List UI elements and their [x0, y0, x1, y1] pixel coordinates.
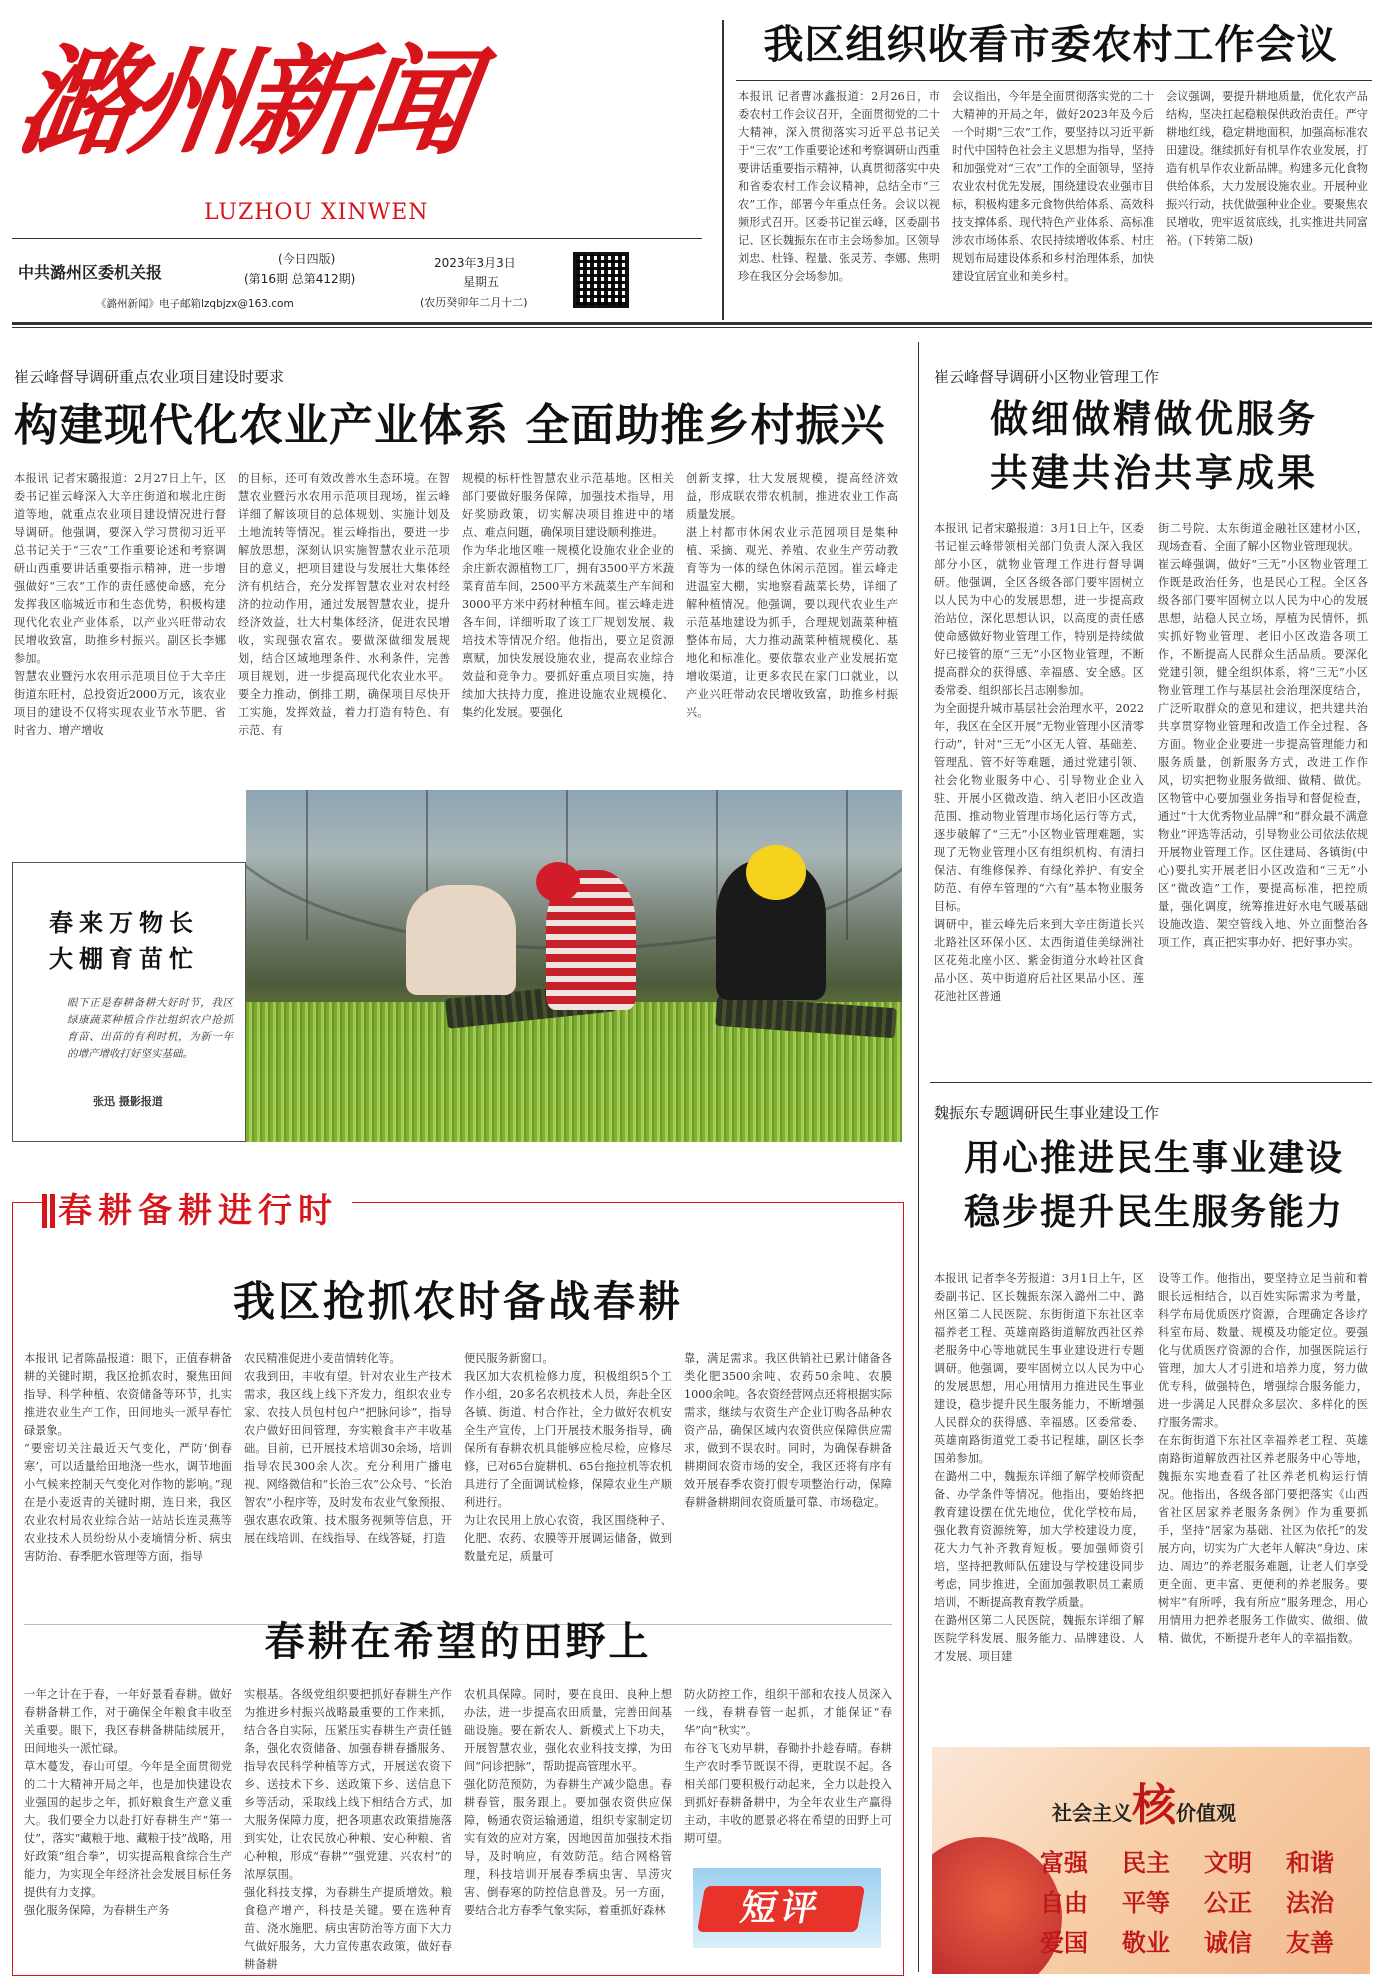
ad-value: 民主: [1122, 1849, 1170, 1877]
short-comment-badge: [693, 1868, 881, 1948]
masthead-pinyin: LUZHOU XINWEN: [204, 200, 429, 225]
right-column-divider: [918, 342, 919, 1972]
qr-code[interactable]: [573, 252, 629, 308]
top-article-col3: 会议强调，要提升耕地质量，优化农产品结构，坚决扛起稳粮保供政治责任。严守耕地红线，稳定耕地面积，加强高标准农田建设。继续抓好有机旱作农业发展，打造有机旱作农业新品牌。构建多元化食物供给体系，大力发展设施农业。开展种业振兴行动，扶优做强种业企业。要聚焦农民增收，兜牢返贫底线，扎实推进共同富裕。(下转第二版): [1166, 90, 1368, 247]
right-article-2-headline-2: 稳步提升民生服务能力: [963, 1192, 1344, 1233]
short-comment-label: 短评: [697, 1886, 865, 1932]
photo-caption-text: 眼下正是春耕备耕大好时节，我区绿康蔬菜种植合作社组织农户抢抓育苗、出苗的有利时机，为新一年的增产增收打好坚实基础。: [67, 997, 233, 1060]
masthead-title: 潞州新闻: [9, 32, 477, 171]
issue-no: (第16期 总第412期): [244, 272, 356, 286]
photo-caption-title-2: 大棚育苗忙: [49, 945, 199, 973]
spring-article-2-col1: 一年之计在于春，一年好景看春耕。做好春耕备耕工作，对于确保全年粮食丰收至关重要。眼下，我区春耕备耕陆续展开，田间地头一派忙碌。 草木蔓发，春山可望。今年是全面贯彻党的二十大精神开局之年，也是加快建设农业强国的起步之年，抓好粮食生产意义重大。我们要全力以赴打好春耕生产“第一仗”，落实“藏粮于地、藏粮于技”战略，用好政策“组合拳”，切实提高粮食综合生产能力，为实现全年经济社会发展目标任务提供有力支撑。 强化服务保障，为春耕生产务: [24, 1688, 232, 1917]
ad-title-suffix: 价值观: [1176, 1801, 1236, 1825]
main-article-col2: 的目标，还可有效改善水生态环境。在智慧农业暨污水农用示范项目现场，崔云峰详细了解该项目的总体规划、实施计划及土地流转等情况。崔云峰指出，要进一步解放思想，深刻认识实施智慧农业示范项目的意义，把项目建设与发展壮大集体经济有机结合，充分发挥智慧农业对农村经济的拉动作用，通过发展智慧农业，提升经济效益，壮大村集体经济，促进农民增收，实现强农富农。要做深做细发展规划，结合区域地理条件、水利条件，完善项目规划，进一步提高现代化农业水平。要全力推动，倒排工期，确保项目尽快开工实施，发挥效益，着力打造有特色、有示范、有: [238, 472, 450, 737]
right-article-2-headline-1: 用心推进民生事业建设: [963, 1138, 1344, 1179]
top-article-headline: 我区组织收看市委农村工作会议: [763, 22, 1338, 68]
right-article-2-col2: 设等工作。他指出，要坚持立足当前和着眼长远相结合，以百姓实际需求为考量，科学布局优质医疗资源，合理确定各诊疗科室布局、数量、规模及功能定位。要强化与优质医疗资源的合作，加强医院运行管理，加大人才引进和培养力度，努力做优专科，做强特色，增强综合服务能力，进一步满足人民群众多层次、多样化的医疗服务需求。 在东街街道下东社区幸福养老工程、英雄南路街道解放西社区养老服务中心等地，魏振东实地查看了社区养老机构运行情况。他指出，各级各部门要把落实《山西省社区居家养老服务条例》作为重要抓手，坚持“居家为基础、社区为依托”的发展方向，切实为广大老年人解决“身边、床边、周边”的养老服务难题，让老人们享受更全面、更丰富、更便利的养老服务。要树牢“有所呼，我有所应”服务理念，用心用情用力把养老服务工作做实、做细、做精、做优，不断提升老年人的幸福指数。: [1158, 1272, 1368, 1645]
ad-value: 诚信: [1204, 1929, 1252, 1957]
section-rule-top-thin: [12, 327, 1372, 328]
ad-value: 友善: [1286, 1929, 1334, 1957]
photo-credit: 张迅 摄影报道: [93, 1095, 163, 1108]
ad-value: 爱国: [1040, 1929, 1088, 1957]
main-article-col4: 创新支撑，壮大发展规模，提高经济效益，形成联农带农机制，推进农业工作高质量发展。 湛上村都市休闲农业示范园项目是集种植、采摘、观光、养殖、农业生产劳动教育等为一体的绿色休闲示范园。崔云峰走进温室大棚，实地察看蔬菜长势，详细了解种植情况。他强调，要以现代农业生产示范基地建设为抓手，合理规划蔬菜种植整体布局，大力推动蔬菜种植规模化、基地化和标准化。要依靠农业产业发展拓宽增收渠道，让更多农民在家门口就业，以产业兴旺带动农民增收致富，助推乡村振兴。: [686, 472, 898, 719]
spring-article-1-headline: 我区抢抓农时备战春耕: [232, 1277, 683, 1326]
spring-section-tab: 春耕备耕进行时: [44, 1186, 352, 1236]
spring-article-2-col2: 实根基。各级党组织要把抓好春耕生产作为推进乡村振兴战略最重要的工作来抓，结合各自实际，压紧压实春耕生产责任链条，强化农资储备、加强春耕春播服务、指导农民科学种植等方式，开展送农资下乡、送技术下乡、送政策下乡、送信息下乡等活动，采取线上线下相结合方式，加大服务保障力度，把各项惠农政策措施落到实处，让农民放心种粮、安心种粮、省心种粮，形成“春耕”“强党建、兴农村”的浓厚氛围。 强化科技支撑，为春耕生产提质增效。粮食稳产增产，科技是关键。要在选种育苗、浇水施肥、病虫害防治等方面下大力气做好服务，大力宣传惠农政策，做好春耕备耕: [244, 1688, 452, 1970]
spring-article-1-col4: 靠，满足需求。我区供销社已累计储备各类化肥3500余吨、农药50余吨、农膜1000余吨。各农资经营网点还将根据实际需求，继续与农资生产企业订购各品种农资产品，确保区域内农资供应保障供应需求，做到不误农时。同时，为确保春耕备耕期间农资市场的安全，我区还将有序有效开展春季农资打假专项整治行动，保障春耕备耕期间农资质量可靠、市场稳定。: [684, 1352, 892, 1509]
spring-article-1-col3: 便民服务新窗口。 我区加大农机检修力度，积极组织5个工作小组，20多名农机技术人员，奔赴全区各镇、街道、村合作社，全力做好农机安全生产宣传，上门开展技术服务指导，确保所有春耕农机具能够应检尽检，应修尽修，已对65台旋耕机、65台拖拉机等农机具进行了全面调试检修，保障农业生产顺利进行。 为让农民用上放心农资，我区围绕种子、化肥、农药、农膜等开展调运储备，做到数量充足，质量可: [464, 1352, 672, 1563]
main-article-col3: 规模的标杆性智慧农业示范基地。区相关部门要做好服务保障，加强技术指导，用好奖励政策，切实解决项目推进中的堵点、难点问题，确保项目建设顺利推进。 作为华北地区唯一规模化设施农业企业的余庄新农源植物工厂，拥有3500平方米蔬菜育苗车间，2500平方米蔬菜生产车间和3000平方米中药材种植车间。崔云峰走进各车间，详细听取了该工厂规划发展、栽培技术等情况介绍。他指出，要立足资源禀赋，加快发展设施农业，提高农业综合效益和竞争力。要抓好重点项目实施，持续加大扶持力度，推进设施农业规模化、集约化发展。要强化: [462, 472, 674, 719]
top-article-col2: 会议指出，今年是全面贯彻落实党的二十大精神的开局之年，做好2023年及今后一个时期“三农”工作，要坚持以习近平新时代中国特色社会主义思想为指导，坚持和加强党对“三农”工作的全面领导，坚持农业农村优先发展，围绕建设农业强市目标，积极构建多元食物供给体系、高效科技支撑体系、现代特色产业体系、高标准涉农市场体系、农民持续增收体系、村庄规划布局建设体系和乡村治理体系，加快建设宜居宜业和美乡村。: [952, 90, 1154, 283]
main-article-headline: 构建现代化农业产业体系 全面助推乡村振兴: [14, 400, 886, 451]
ad-value: 富强: [1040, 1849, 1088, 1877]
right-article-1-col2: 街二号院、太东街道金融社区建材小区，现场查看、全面了解小区物业管理现状。 崔云峰强调，做好“三无”小区物业管理工作既是政治任务，也是民心工程。全区各级各部门要牢固树立以人民为中心的发展思想，站稳人民立场，厚植为民情怀，抓实抓好物业管理、老旧小区改造各项工作，不断提高人民群众生活品质。要深化党建引领，健全组织体系，将“三无”小区物业管理工作与基层社会治理深度结合，广泛听取群众的意见和建议，把共建共治共享贯穿物业管理和改造工作全过程、各方面。物业企业要进一步提高管理能力和服务质量，创新服务方式，改进工作作风，切实把物业服务做细、做精、做优。区物管中心要加强业务指导和督促检查，通过“十大优秀物业品牌”和“群众最不满意物业”评选等活动，引导物业公司依法依规开展物业管理工作。区住建局、各镇街(中心)要扎实开展老旧小区改造和“三无”小区“微改造”工作，要提高标准，把控质量，强化调度，统筹推进好水电气暖基础设施改造、架空管线入地、外立面整治各项工作，真正把实事办好、把好事办实。: [1158, 522, 1368, 949]
ad-value: 自由: [1040, 1889, 1088, 1917]
issue-weekday: 星期五: [463, 275, 500, 289]
ad-title-prefix: 社会主义: [1052, 1801, 1132, 1825]
edition-pages: (今日四版): [278, 252, 336, 266]
photo-caption-title-1: 春来万物长: [49, 909, 199, 937]
ad-title-big: 核: [1132, 1780, 1176, 1831]
top-article-rule: [736, 80, 1372, 81]
top-article-col1: 本报讯 记者曹冰鑫报道：2月26日，市委农村工作会议召开，全面贯彻党的二十大精神，深入贯彻落实习近平总书记关于“三农”工作重要论述和考察调研山西重要讲话重要指示精神，认真贯彻落实中央和省委农村工作会议精神，总结全市“三农”工作，部署今年重点任务。会议以视频形式召开。区委书记崔云峰，区委副书记、区长魏振东在市主会场参加。区领导刘忠、杜锋、程量、张灵芳、李娜、焦明珍在我区分会场参加。: [738, 90, 940, 283]
photo-caption-box: [12, 862, 246, 1142]
right-article-1-kicker: 崔云峰督导调研小区物业管理工作: [934, 368, 1160, 386]
ad-value: 敬业: [1122, 1929, 1170, 1957]
main-article-kicker: 崔云峰督导调研重点农业项目建设时要求: [14, 368, 285, 386]
greenhouse-photo: [246, 790, 902, 1142]
ad-value: 文明: [1204, 1849, 1252, 1877]
spring-article-1-col2: 农民精准促进小麦苗情转化等。 农我到田，丰收有望。针对农业生产技术需求，我区线上线下齐发力，组织农业专家、农技人员包村包户“把脉问诊”，指导农户做好田间管理，夯实粮食丰产丰收基础。目前，已开展技术培训30余场，培训指导农民300余人次。充分利用广播电视、网络微信和“长治三农”公众号、“长治智农”小程序等，及时发布农业气象预报、强农惠农政策、技术服务视频等信息，开展在线培训、在线指导、在线答疑，打造: [244, 1352, 452, 1545]
core-values-ad: [932, 1747, 1370, 1974]
section-rule-top: [12, 322, 1372, 325]
right-article-2-kicker: 魏振东专题调研民生事业建设工作: [934, 1104, 1160, 1122]
right-article-separator: [930, 1082, 1372, 1083]
issue-date: 2023年3月3日: [434, 256, 516, 270]
lunar-date: (农历癸卯年二月十二): [420, 296, 528, 309]
ad-value: 平等: [1122, 1889, 1170, 1917]
masthead-rule: [12, 238, 702, 239]
right-article-1-headline-2: 共建共治共享成果: [989, 451, 1318, 495]
ad-value: 公正: [1204, 1889, 1252, 1917]
ad-value: 法治: [1286, 1889, 1334, 1917]
email-line: 《潞州新闻》电子邮箱lzqbjzx@163.com: [96, 298, 294, 310]
masthead-divider: [722, 20, 724, 320]
right-article-2-col1: 本报讯 记者李冬芳报道：3月1日上午，区委副书记、区长魏振东深入潞州二中、潞州区第二人民医院、东街街道下东社区幸福养老工程、英雄南路街道解放西社区养老服务中心等地就民生事业建设进行专题调研。他强调，要牢固树立以人民为中心的发展思想，用心用情用力推进民生事业建设，稳步提升民生服务能力，不断增强人民群众的获得感、幸福感。区委常委、英雄南路街道党工委书记程雄，副区长李国弟参加。 在潞州二中，魏振东详细了解学校师资配备、办学条件等情况。他指出，要始终把教育建设摆在优先地位，优化学校布局，强化教育资源统筹，加大学校建设力度，花大力气补齐教育短板。要加强师资引培，坚持把教师队伍建设与学校建设同步考虑，同步推进，全面加强教职员工素质培训，不断提高教育教学质量。 在潞州区第二人民医院，魏振东详细了解医院学科发展、服务能力、品牌建设、人才发展、项目建: [934, 1272, 1144, 1663]
spring-article-2-headline: 春耕在希望的田野上: [264, 1619, 652, 1665]
main-article-col1: 本报讯 记者宋璐报道：2月27日上午，区委书记崔云峰深入大辛庄街道和堠北庄街道等地，就重点农业项目建设情况进行督导调研。他强调，要深入学习贯彻习近平总书记关于“三农”工作重要论述和考察调研山西重要讲话重要指示精神，进一步增强做好“三农”工作的责任感使命感，充分发挥我区临城近市和生态优势，积极构建现代化农业产业体系，以产业兴旺带动农民增收致富，助推乡村振兴。副区长李娜参加。 智慧农业暨污水农用示范项目位于大辛庄街道东旺村，总投资近2000万元，该农业项目的建设不仅将实现农业节水节肥、省时省力、增产增收: [14, 472, 226, 737]
spring-article-2-col4: 防火防控工作，组织干部和农技人员深入一线，春耕春管一起抓，才能保证“春华”向“秋实”。 布谷飞飞劝早耕，春锄扑扑趁春晴。春耕生产农时季节既误不得，更耽误不起。各相关部门要积极行动起来，全力以赴投入到抓好春耕备耕中，为全年农业生产赢得主动，丰收的愿景必将在希望的田野上可期可望。: [684, 1688, 892, 1845]
right-article-1-col1: 本报讯 记者宋璐报道：3月1日上午，区委书记崔云峰带领相关部门负责人深入我区部分小区，就物业管理工作进行督导调研。他强调，全区各级各部门要牢固树立以人民为中心的发展思想，进一步提高政治站位，深化思想认识，以高度的责任感使命感做好物业管理工作，特别是持续做好已接管的原“三无”小区物业管理，不断提高群众的获得感、幸福感、安全感。区委常委、组织部长吕志刚参加。 为全面提升城市基层社会治理水平，2022年，我区在全区开展“无物业管理小区清零行动”，针对“三无”小区无人管、基础差、管理乱、管不好等难题，通过党建引领、社会化物业服务中心、引导物业企业入驻、开展小区微改造、纳入老旧小区改造范围、推动物业管理市场化运行等方式，逐步破解了“三无”小区物业管理难题，实现了无物业管理小区有组织机构、有清扫保洁、有维修保养、有绿化养护、有安全防范、有停车管理的“六有”基本物业服务目标。 调研中，崔云峰先后来到大辛庄街道长兴北路社区环保小区、太西街道佳美绿洲社区花苑北座小区、紫金街道分水岭社区食品小区、英中街道府后社区果品小区、莲花池社区普通: [934, 522, 1144, 1003]
spring-article-1-col1: 本报讯 记者陈晶报道：眼下，正值春耕备耕的关键时期，我区抢抓农时，聚焦田间指导、科学种植、农资储备等环节，扎实推进农业生产工作，田间地头一派早春忙碌景象。 “要密切关注最近天气变化，严防‘倒春寒’，可以适量给田地浇一些水，调节地面小气候来控制天气变化对作物的影响。”现在是小麦返青的关键时期，连日来，我区农业农村局农业综合站一站站长连灵燕等农业技术人员纷纷从小麦墒情分析、病虫害防治、春季肥水管理等方面，指导: [24, 1352, 232, 1563]
right-article-1-headline-1: 做细做精做优服务: [989, 397, 1318, 441]
ad-title: [1052, 1769, 1236, 1833]
spring-article-2-col3: 农机具保障。同时，要在良田、良种上想办法，进一步提高农田质量，完善田间基础设施。要在新农人、新模式上下功夫，开展智慧农业，强化农业科技支撑，为田间“问诊把脉”，帮助提高管理水平。 强化防范预防，为春耕生产减少隐患。春耕春管，服务跟上。要加强农资供应保障，畅通农资运输通道，组织专家制定切实有效的应对方案，因地因苗加强技术指导，及时响应，有效防范。结合网格管理，科技培训开展春季病虫害、旱涝灾害、倒春寒的防控信息普及。另一方面，要结合北方春季气象实际，着重抓好森林: [464, 1688, 672, 1917]
ad-value: 和谐: [1286, 1849, 1334, 1877]
org-name: 中共潞州区委机关报: [18, 263, 163, 282]
